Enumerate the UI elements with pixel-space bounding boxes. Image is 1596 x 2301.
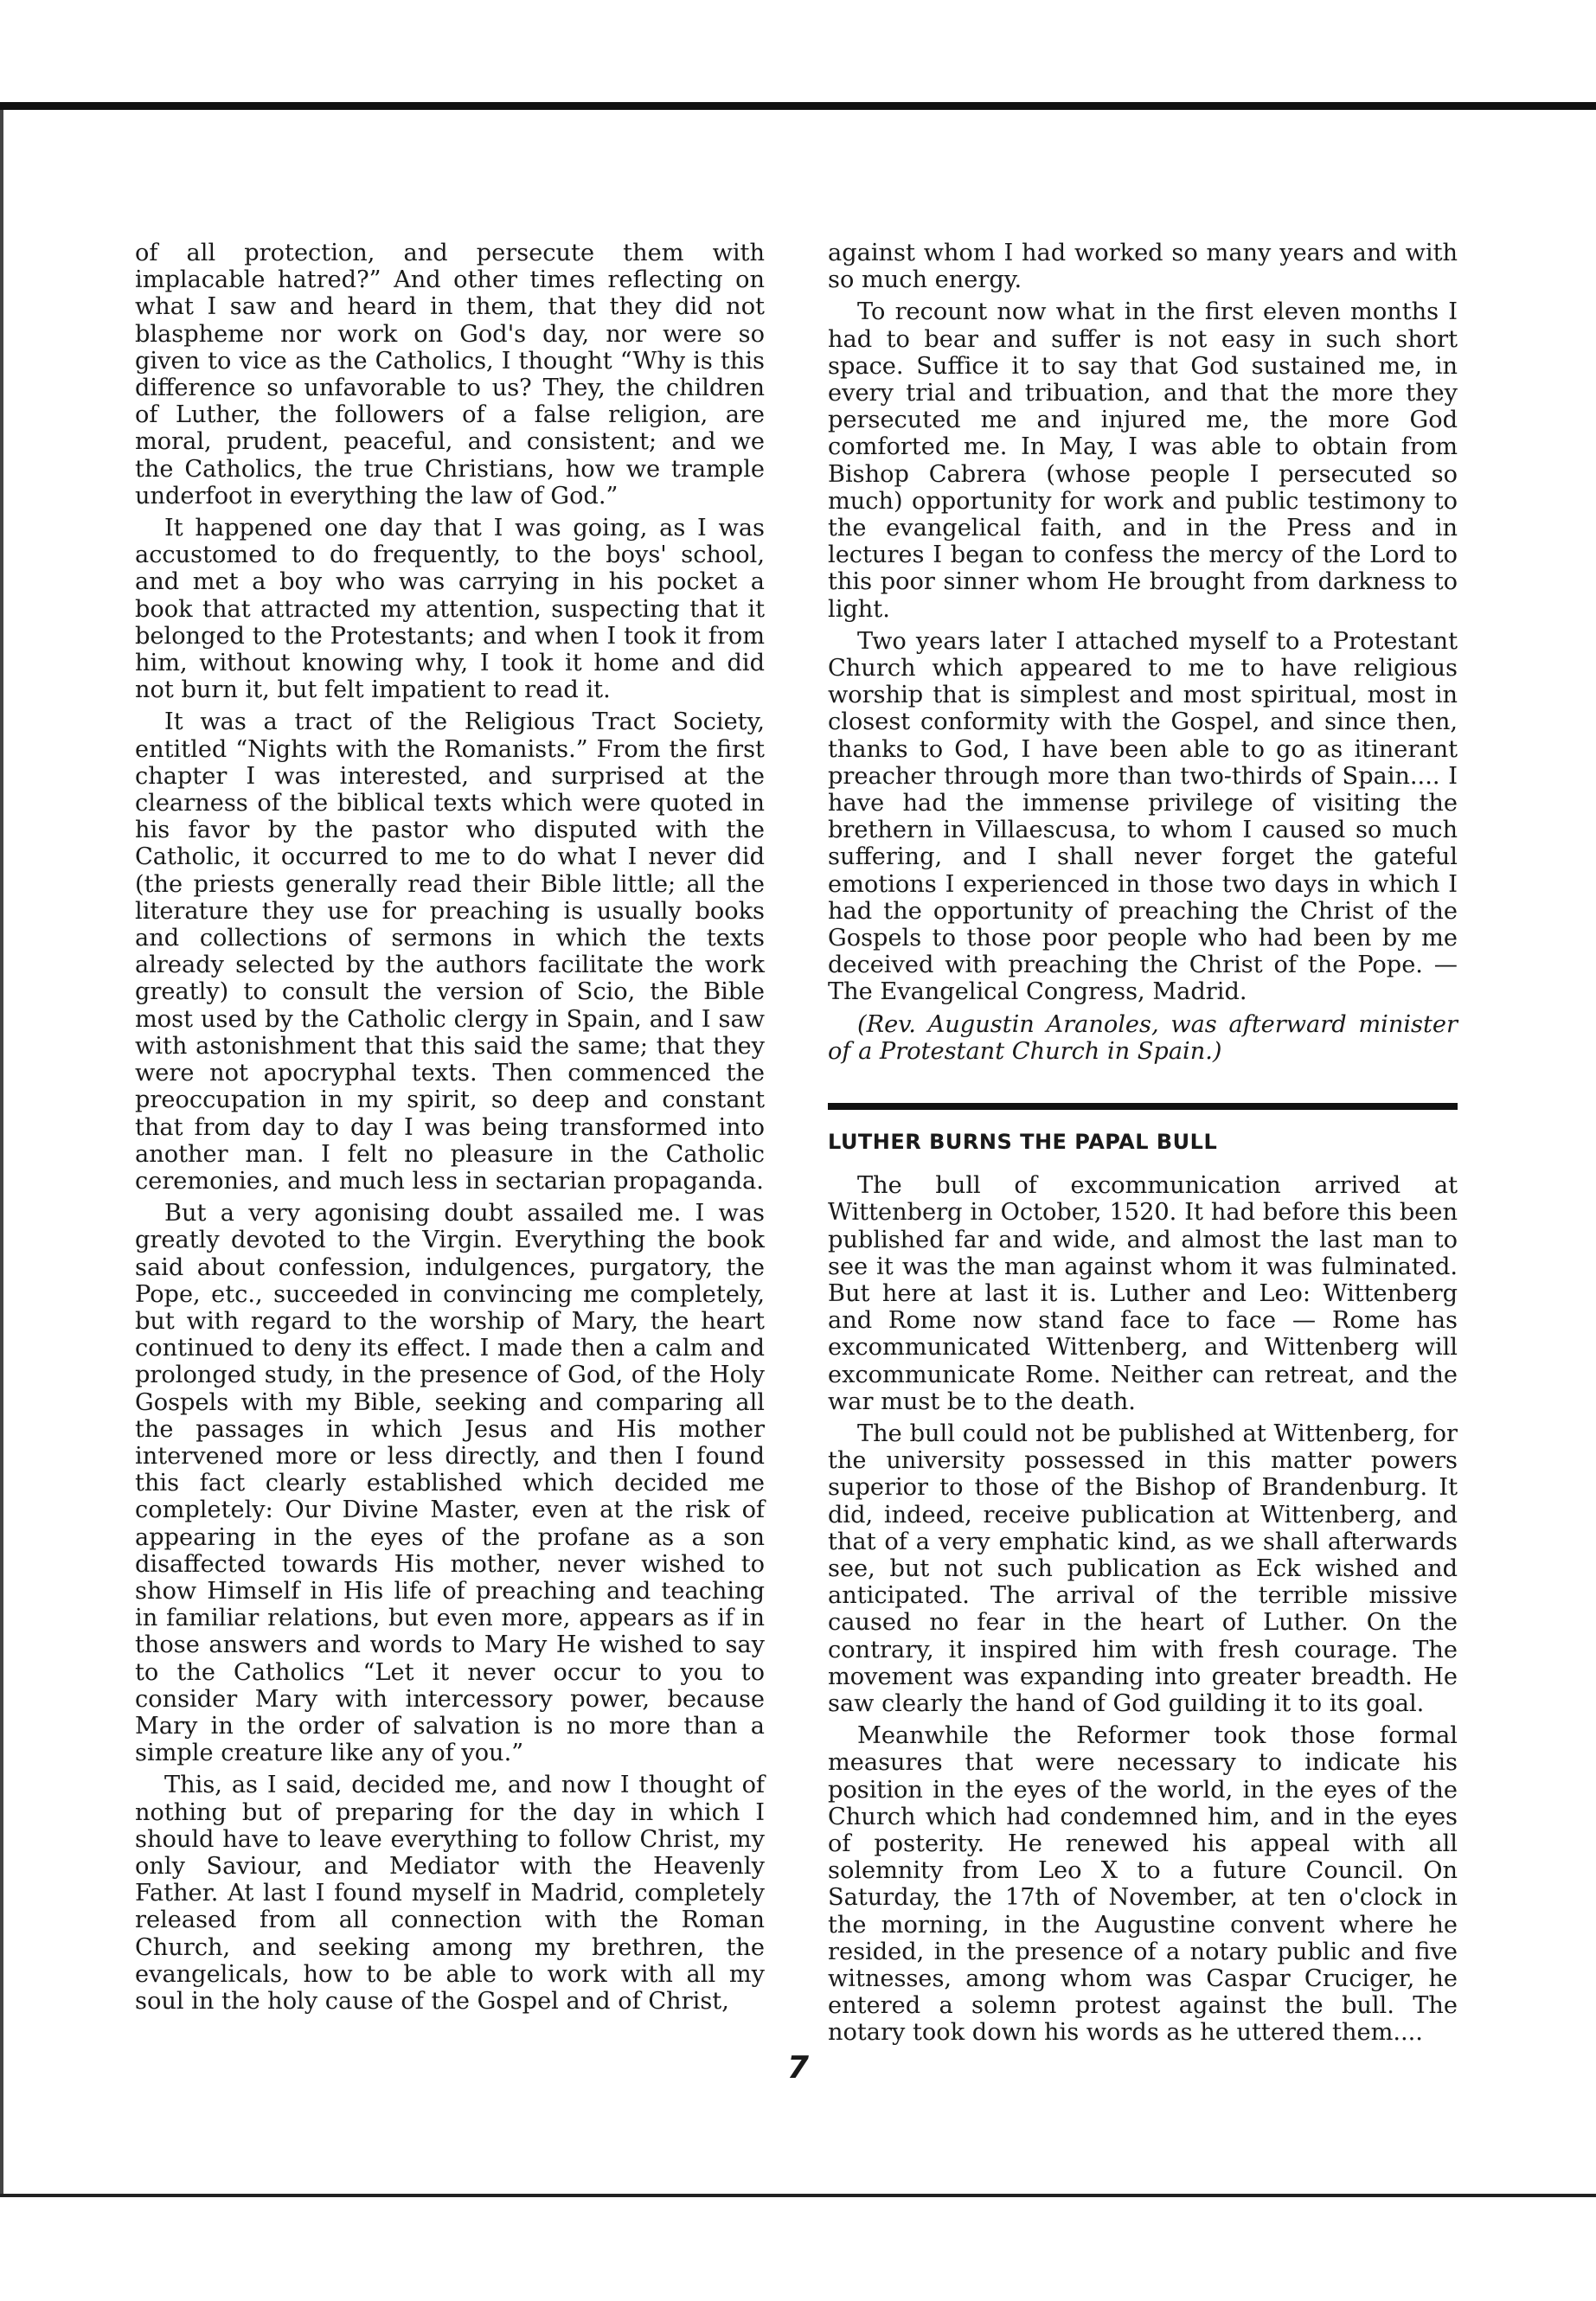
bottom-border-rule — [0, 2194, 1596, 2197]
left-paragraph-5: This, as I said, decided me, and now I thought of nothing but of preparing for the day in which I should have to leave everything to follow Christ, my only Saviour, and Mediator with the Heavenly Father. At last I found myself in Madrid, completely released from all connection with the Roman Church, and seeking among my brethren, the evangelicals, how to be able to work with all my soul in the holy cause of the Gospel and of Christ, — [135, 1772, 765, 2015]
section-paragraph-2: The bull could not be published at Wittenberg, for the university possessed in this matter powers superior to those of the Bishop of Brandenburg. It did, indeed, receive publication at Wittenberg, and that of a very emphatic kind, as we shall afterwards see, but not such publication as Eck wished and anticipated. The arrival of the terrible missive caused no fear in the heart of Luther. On the contrary, it inspired him with fresh courage. The movement was expanding into greater breadth. He saw clearly the hand of God guilding it to its goal. — [828, 1420, 1458, 1717]
right-paragraph-2: Two years later I attached myself to a Protestant Church which appeared to me to have religious worship that is simplest and most spiritual, most in closest conformity with the Gospel, and since then, thanks to God, I have been able to go as itinerant preacher through more than two-thirds of Spain.... I have had the immense privilege of visiting the brethern in Villaescusa, to whom I caused so much suffering, and I shall never forget the gateful emotions I experienced in those two days in which I had the opportunity of preaching the Christ of the Gospels to those poor people who had been by me deceived with preaching the Christ of the Pope. — The Evangelical Congress, Madrid. — [828, 627, 1458, 1006]
left-paragraph-1: of all protection, and persecute them with implacable hatred?” And other times reflecting on what I saw and heard in them, that they did not blaspheme nor work on God's day, nor were so given to vice as the Catholics, I thought “Why is this difference so unfavorable to us? They, the children of Luther, the followers of a false religion, are moral, prudent, peaceful, and consistent; and we the Catholics, the true Christians, how we trample underfoot in everything the law of God.” — [135, 240, 765, 510]
left-paragraph-3: It was a tract of the Religious Tract Society, entitled “Nights with the Romanists.” From the first chapter I was interested, and surprised at the clearness of the biblical texts which were quoted in his favor by the pastor who disputed with the Catholic, it occurred to me to do what I never did (the priests generally read their Bible little; all the literature they use for preaching is usually books and collections of sermons in which the texts already selected by the authors facilitate the work greatly) to consult the version of Scio, the Bible most used by the Catholic clergy in Spain, and I saw with astonishment that this said the same; that they were not apocryphal texts. Then commenced the preoccupation in my spirit, so deep and constant that from day to day I was being transformed into another man. I felt no pleasure in the Catholic ceremonies, and much less in sectarian propaganda. — [135, 708, 765, 1195]
section-paragraph-3: Meanwhile the Reformer took those formal measures that were necessary to indicate his position in the eyes of the world, in the eyes of the Church which had condemned him, and in the eyes of posterity. He renewed his appeal with all solemnity from Leo X to a future Council. On Saturday, the 17th of November, at ten o'clock in the morning, in the Augustine convent where he resided, in the presence of a notary public and five witnesses, among whom was Caspar Cruciger, he entered a solemn protest against the bull. The notary took down his words as he uttered them.... — [828, 1722, 1458, 2047]
right-continuation: against whom I had worked so many years and with so much energy. — [828, 240, 1458, 294]
left-paragraph-2: It happened one day that I was going, as I was accustomed to do frequently, to the boys' school, and met a boy who was carrying in his pocket a book that attracted my attention, suspecting that it belonged to the Protestants; and when I took it from him, without knowing why, I took it home and did not burn it, but felt impatient to read it. — [135, 515, 765, 704]
section-divider — [828, 1103, 1458, 1110]
section-paragraph-1: The bull of excommunication arrived at Wittenberg in October, 1520. It had before this been published far and wide, and almost the last man to see it was the man against whom it was fulminated. But here at last it is. Luther and Leo: Wittenberg and Rome now stand face to face — Rome has excommunicated Wittenberg, and Wittenberg will excommunicate Rome. Neither can retreat, and the war must be to the death. — [828, 1172, 1458, 1415]
left-page-edge — [0, 110, 3, 2195]
page-number: 7 — [786, 2050, 810, 2086]
right-paragraph-1: To recount now what in the first eleven months I had to bear and suffer is not easy in such short space. Suffice it to say that God sustained me, in every trial and tribuation, and that the more they persecuted me and injured me, the more God comforted me. In May, I was able to obtain from Bishop Cabrera (whose people I persecuted so much) opportunity for work and public testimony to the evangelical faith, and in the Press and in lectures I began to confess the mercy of the Lord to this poor sinner whom He brought from darkness to light. — [828, 298, 1458, 623]
top-border-rule — [0, 102, 1596, 110]
section-heading: LUTHER BURNS THE PAPAL BULL — [828, 1130, 1218, 1155]
author-credit: (Rev. Augustin Aranoles, was afterward minister of a Protestant Church in Spain.) — [828, 1010, 1458, 1065]
left-paragraph-4: But a very agonising doubt assailed me. I was greatly devoted to the Virgin. Everything the book said about confession, indulgences, purgatory, the Pope, etc., succeeded in convincing me completely, but with regard to the worship of Mary, the heart continued to deny its effect. I made then a calm and prolonged study, in the presence of God, of the Holy Gospels with my Bible, seeking and comparing all the passages in which Jesus and His mother intervened more or less directly, and then I found this fact clearly established which decided me completely: Our Divine Master, even at the risk of appearing in the eyes of the profane as a son disaffected towards His mother, never wished to show Himself in His life of preaching and teaching in familiar relations, but even more, appears as if in those answers and words to Mary He wished to say to the Catholics “Let it never occur to you to consider Mary with intercessory power, because Mary in the order of salvation is no more than a simple creature like any of you.” — [135, 1200, 765, 1767]
right-column — [828, 240, 1458, 2052]
left-column — [135, 240, 765, 2020]
